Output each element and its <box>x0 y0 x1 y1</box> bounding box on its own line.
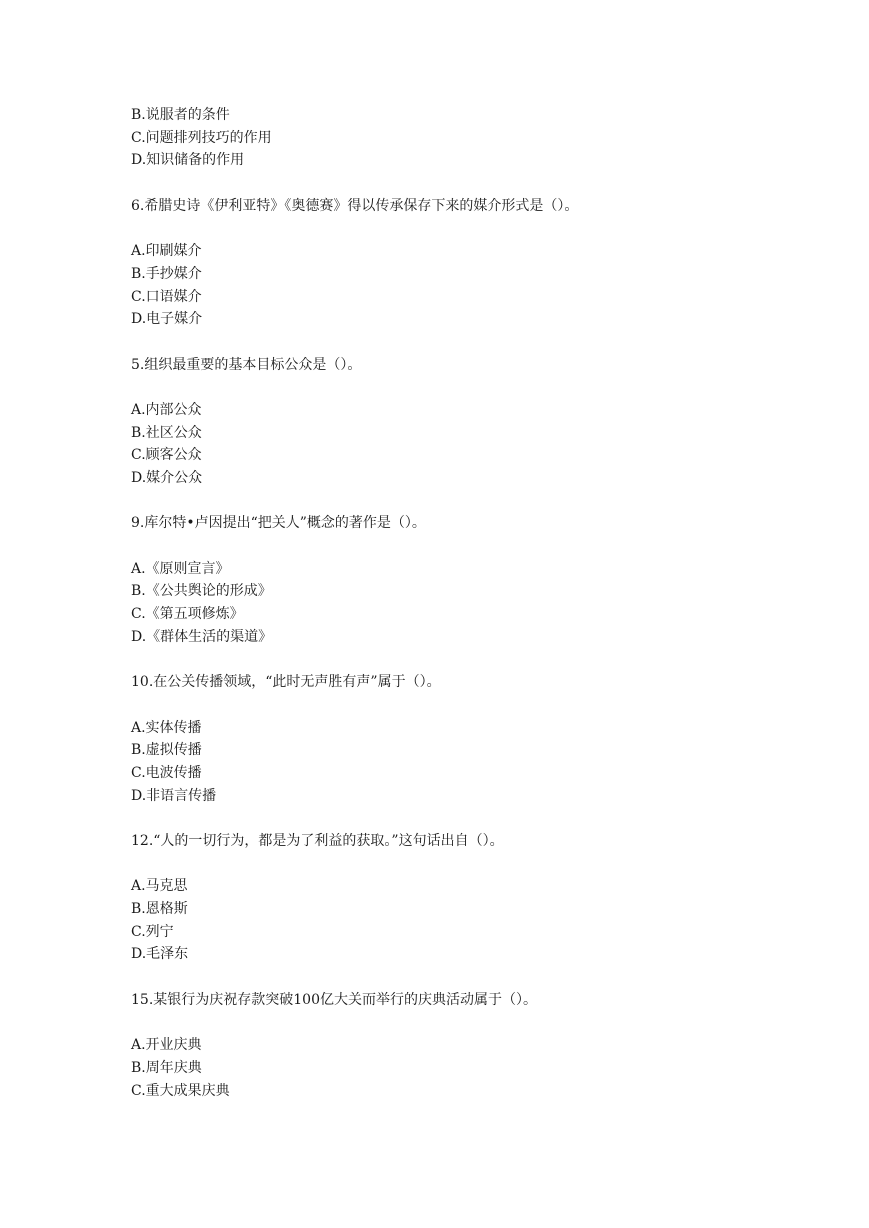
option-line: B.《公共舆论的形成》 <box>131 583 272 600</box>
option-line: D.知识储备的作用 <box>131 152 245 169</box>
option-line: D.媒介公众 <box>131 470 203 486</box>
question-block-12 <box>131 830 771 966</box>
question-text: 9.库尔特•卢因提出“把关人”概念的著作是（）。 <box>131 515 426 532</box>
option-line: D.非语言传播 <box>131 787 217 804</box>
question-block-15 <box>131 989 771 1102</box>
option-line: D.《群体生活的渠道》 <box>131 628 273 645</box>
option-line: A.实体传播 <box>131 719 202 736</box>
question-text: 15.某银行为庆祝存款突破100亿大关而举行的庆典活动属于（）。 <box>131 991 537 1008</box>
option-line: B.社区公众 <box>131 424 202 441</box>
option-line: B.周年庆典 <box>131 1059 202 1076</box>
option-line: D.电子媒介 <box>131 311 203 328</box>
option-line: A.马克思 <box>131 878 188 895</box>
option-line: A.印刷媒介 <box>131 243 202 260</box>
question-text: 6.希腊史诗《伊利亚特》《奥德赛》得以传承保存下来的媒介形式是（）。 <box>131 197 579 214</box>
option-line: B.说服者的条件 <box>131 107 230 123</box>
option-line: C.口语媒介 <box>131 288 202 305</box>
option-line: C.问题排列技巧的作用 <box>131 129 272 146</box>
option-line: D.毛泽东 <box>131 946 189 963</box>
option-line: A.开业庆典 <box>131 1037 202 1054</box>
option-line: C.顾客公众 <box>131 447 202 464</box>
option-line: C.重大成果庆典 <box>131 1082 230 1099</box>
question-block-10 <box>131 671 771 807</box>
question-text: 12.“人的一切行为，都是为了利益的获取。”这句话出自（）。 <box>131 833 504 849</box>
option-line: C.电波传播 <box>131 764 202 781</box>
option-line: A.《原则宣言》 <box>131 560 230 577</box>
leading-options <box>131 104 771 172</box>
question-text: 5.组织最重要的基本目标公众是（）。 <box>131 356 362 373</box>
option-line: B.虚拟传播 <box>131 742 202 759</box>
question-text: 10.在公关传播领域，“此时无声胜有声”属于（）。 <box>131 674 441 691</box>
question-block-6 <box>131 195 771 331</box>
question-block-5 <box>131 354 771 490</box>
option-line: C.列宁 <box>131 923 174 940</box>
question-block-9 <box>131 512 771 648</box>
question-list <box>131 104 771 1102</box>
option-line: A.内部公众 <box>131 401 202 418</box>
option-line: B.恩格斯 <box>131 901 188 918</box>
option-line: C.《第五项修炼》 <box>131 606 244 623</box>
option-line: B.手抄媒介 <box>131 265 202 282</box>
